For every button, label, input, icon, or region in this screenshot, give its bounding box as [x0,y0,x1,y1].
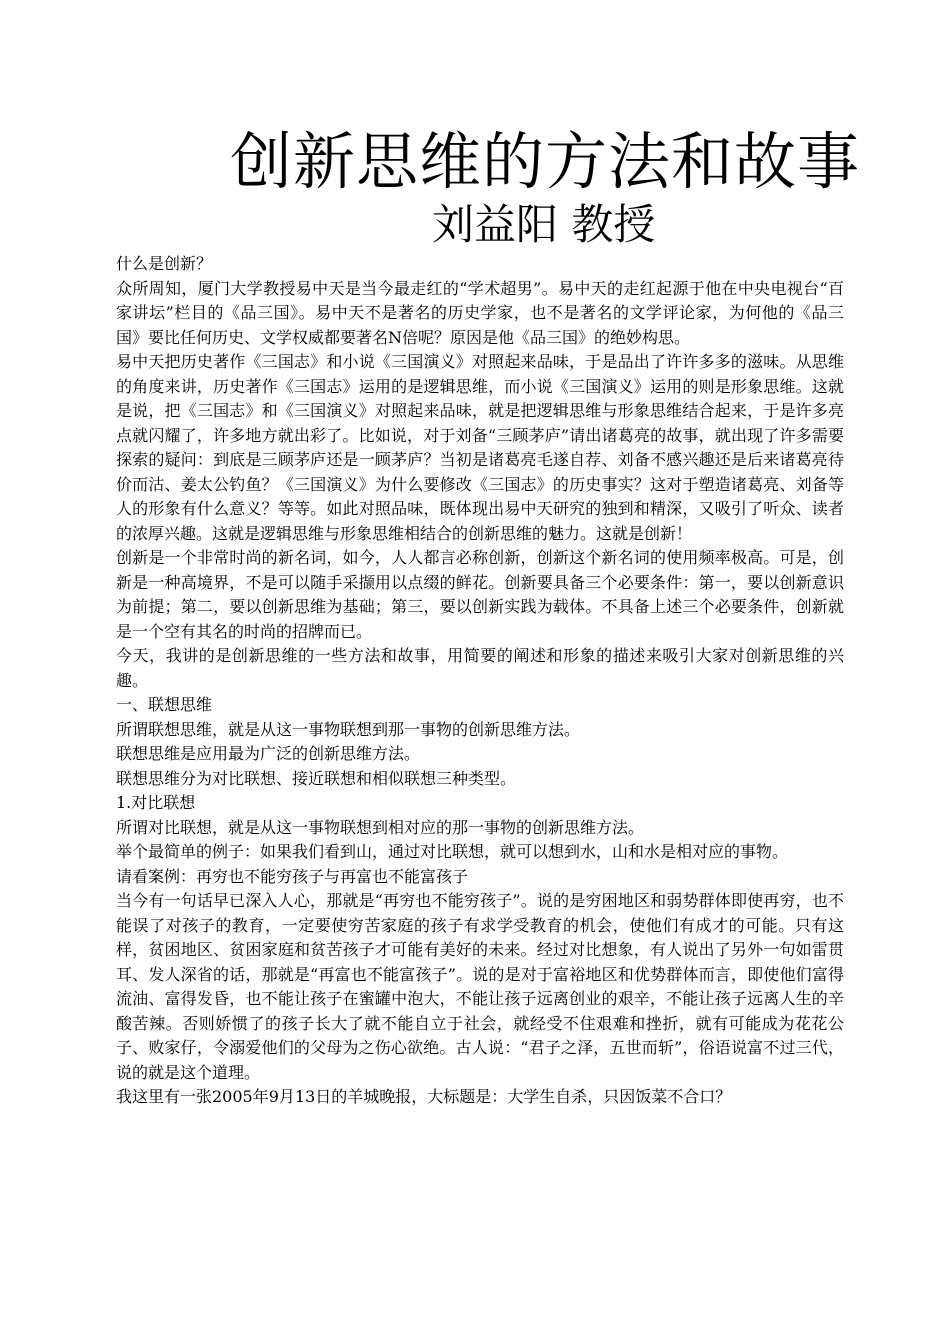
section-heading: 一、联想思维 [116,695,213,714]
heading-what-is-innovation: 什么是创新？ [116,254,213,273]
document-body [116,252,844,1110]
paragraph: 举个最简单的例子：如果我们看到山，通过对比联想，就可以想到水，山和水是相对应的事物。 [116,842,789,861]
paragraph: 所谓联想思维，就是从这一事物联想到那一事物的创新思维方法。 [116,719,581,739]
paragraph: 当今有一句话早已深入人心，那就是“再穷也不能穷孩子”。说的是穷困地区和弱势群体即使再穷，也不能误了对孩子的教育，一定要使穷苦家庭的孩子有求学受教育的机会，使他们有成才的可能。只有这样，贫困地区、贫困家庭和贫苦孩子才可能有美好的未来。经过对比想象，有人说出了另外一句如雷贯耳、发人深省的话，那就是“再富也不能富孩子”。说的是对于富裕地区和优势群体而言，即使他们富得流油、富得发昏，也不能让孩子在蜜罐中泡大，不能让孩子远离创业的艰辛，不能让孩子远离人生的辛酸苦辣。否则娇惯了的孩子长大了就不能自立于社会，就经受不住艰难和挫折，就有可能成为花花公子、败家仔，令溺爱他们的父母为之伤心欲绝。古人说：“君子之泽，五世而斩”，俗语说富不过三代，说的就是这个道理。 [116,891,844,1082]
paragraph: 我这里有一张2005年9月13日的羊城晚报，大标题是：大学生自杀，只因饭菜不合口？ [116,1087,732,1106]
paragraph: 众所周知，厦门大学教授易中天是当今最走红的“学术超男”。易中天的走红起源于他在中央电视台“百家讲坛”栏目的《品三国》。易中天不是著名的历史学家，也不是著名的文学评论家，为何他的《品三国》要比任何历史、文学权威都要著名N倍呢？原因是他《品三国》的绝妙构思。 [116,278,844,347]
paragraph: 联想思维是应用最为广泛的创新思维方法。 [116,744,421,763]
subsection-heading: 1.对比联想 [116,793,196,812]
paragraph: 联想思维分为对比联想、接近联想和相似联想三种类型。 [116,768,517,788]
case-heading: 请看案例：再穷也不能穷孩子与再富也不能富孩子 [116,866,469,886]
paragraph: 易中天把历史著作《三国志》和小说《三国演义》对照起来品味，于是品出了许许多多的滋味。从思维的角度来讲，历史著作《三国志》运用的是逻辑思维，而小说《三国演义》运用的则是形象思维。这就是说，把《三国志》和《三国演义》对照起来品味，就是把逻辑思维与形象思维结合起来，于是许多亮点就闪耀了，许多地方就出彩了。比如说，对于刘备“三顾茅庐”请出诸葛亮的故事，就出现了许多需要探索的疑问：到底是三顾茅庐还是一顾茅庐？当初是诸葛亮毛遂自荐、刘备不感兴趣还是后来诸葛亮待价而沽、姜太公钓鱼？《三国演义》为什么要修改《三国志》的历史事实？这对于塑造诸葛亮、刘备等人的形象有什么意义？等等。如此对照品味，既体现出易中天研究的独到和精深，又吸引了听众、读者的浓厚兴趣。这就是逻辑思维与形象思维相结合的创新思维的魅力。这就是创新！ [116,352,844,543]
paragraph: 创新是一个非常时尚的新名词，如今，人人都言必称创新，创新这个新名词的使用频率极高。可是，创新是一种高境界，不是可以随手采撷用以点缀的鲜花。创新要具备三个必要条件：第一，要以创新意识为前提；第二，要以创新思维为基础；第三，要以创新实践为载体。不具备上述三个必要条件，创新就是一个空有其名的时尚的招牌而已。 [116,548,844,641]
paragraph: 所谓对比联想，就是从这一事物联想到相对应的那一事物的创新思维方法。 [116,817,645,837]
document-title: 创新思维的方法和故事 [230,125,861,198]
paragraph: 今天，我讲的是创新思维的一些方法和故事，用简要的阐述和形象的描述来吸引大家对创新思维的兴趣。 [116,646,844,690]
document-author: 刘益阳 教授 [432,200,656,249]
